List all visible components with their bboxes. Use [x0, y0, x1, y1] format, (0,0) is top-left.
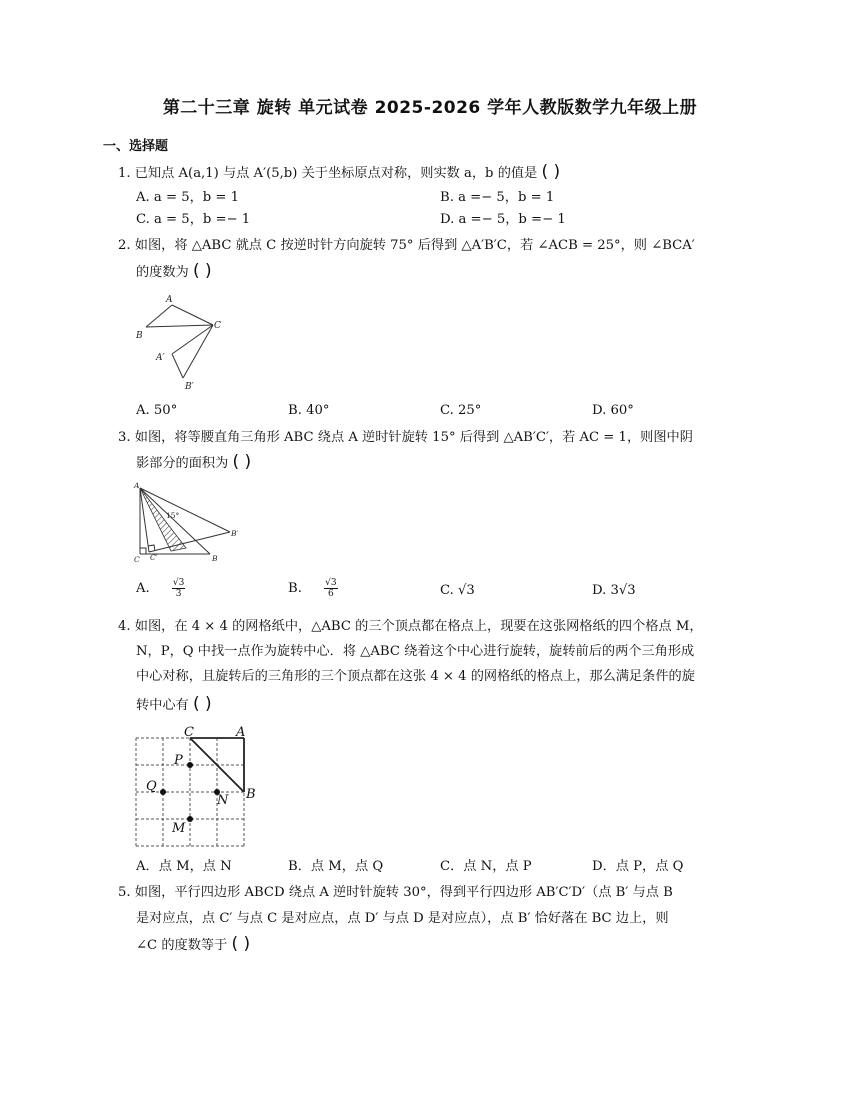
q3-option-a-label: A.: [136, 581, 150, 596]
q2-segment-a1c: [172, 325, 213, 354]
q3-label-angle: 15°: [166, 511, 180, 520]
page-title: 第二十三章 旋转 单元试卷 2025-2026 学年人教版数学九年级上册: [162, 98, 698, 118]
q4-option-d: D．点 P，点 Q: [592, 859, 684, 874]
q4-option-b: B．点 M，点 Q: [288, 859, 384, 874]
q4-line1: 4. 如图，在 4 × 4 的网格纸中，△ABC 的三个顶点都在格点上，现要在这张网格纸的四个格点 M，: [118, 619, 703, 634]
q3-label-c: C: [134, 555, 140, 564]
q4-label-b: B: [246, 787, 256, 802]
q5-line3-text: ∠C 的度数等于: [136, 938, 228, 953]
q4-answer-paren: ( ): [192, 694, 212, 714]
q3-label-c-prime: C′: [150, 553, 158, 562]
q2-line2-text: 的度数为: [136, 265, 189, 280]
q3-label-a: A: [134, 481, 140, 490]
q2-line1: 2. 如图，将 △ABC 就点 C 按逆时针方向旋转 75° 后得到 △A′B′C，若 ∠ACB = 25°，则 ∠BCA′: [118, 238, 695, 253]
q2-segment-b1c: [183, 325, 213, 378]
q2-label-b: B: [136, 331, 143, 341]
q3-option-a-numerator: √3: [172, 578, 185, 588]
q3-option-b: [288, 578, 338, 599]
q3-label-b-prime: B′: [231, 529, 239, 538]
q4-label-q: Q: [146, 779, 157, 794]
q4-line2: N，P，Q 中找一点作为旋转中心．将 △ABC 绕着这个中心进行旋转，旋转前后的两个三角形成: [136, 644, 695, 659]
q1-option-d: D. a =− 5，b =− 1: [440, 212, 566, 227]
q3-answer-paren: ( ): [232, 452, 252, 472]
q2-label-a-prime: A′: [156, 353, 165, 363]
q4-line3: 中心对称，且旋转后的三角形的三个顶点都在这张 4 × 4 的网格纸的格点上，那么满足条件的旋: [136, 669, 695, 684]
q5-line2: 是对应点，点 C′ 与点 C 是对应点，点 D′ 与点 D 是对应点），点 B′ 恰好落在 BC 边上，则: [136, 911, 669, 926]
q3-option-b-numerator: √3: [325, 578, 337, 588]
q3-option-a: [136, 578, 185, 599]
q5-line3: [136, 935, 250, 955]
q1-option-a: A. a = 5，b = 1: [136, 190, 240, 205]
q3-line2-text: 影部分的面积为: [136, 456, 229, 471]
q1-option-c: C. a = 5，b =− 1: [136, 212, 251, 227]
q2-figure: [130, 290, 240, 390]
q2-label-b-prime: B′: [185, 382, 194, 392]
q2-option-d: D. 60°: [592, 403, 634, 418]
q2-option-a: A. 50°: [136, 403, 178, 418]
q2-segment-a1b1: [172, 354, 183, 378]
q1-option-b: B. a =− 5，b = 1: [440, 190, 555, 205]
q1-stem: [118, 163, 560, 183]
q4-point-m: [187, 816, 193, 822]
q5-answer-paren: ( ): [231, 934, 251, 954]
q3-option-d: D. 3√3: [592, 583, 636, 598]
q3-option-b-fraction: [324, 578, 337, 599]
q4-point-q: [160, 789, 166, 795]
q4-label-m: M: [172, 821, 186, 836]
q2-answer-paren: ( ): [192, 261, 212, 281]
q4-option-a: A．点 M，点 N: [136, 859, 232, 874]
q2-option-c: C. 25°: [440, 403, 482, 418]
q2-segment-ba: [146, 305, 172, 327]
q4-label-p: P: [174, 753, 183, 768]
q1-stem-text: 1. 已知点 A(a,1) 与点 A′(5,b) 关于坐标原点对称，则实数 a，b 的值是: [118, 166, 538, 181]
q3-right-angle-c: [140, 548, 146, 554]
q4-point-p: [187, 762, 193, 768]
q5-line1: 5. 如图，平行四边形 ABCD 绕点 A 逆时针旋转 30°，得到平行四边形 AB′C′D′（点 B′ 与点 B: [118, 885, 673, 900]
q4-label-a: A: [236, 725, 246, 740]
q3-option-b-denominator: 6: [327, 589, 334, 599]
q2-segment-bc: [146, 325, 213, 327]
q2-segment-ac: [172, 305, 213, 325]
q4-label-n: N: [217, 793, 229, 808]
q3-option-a-fraction: [172, 578, 185, 599]
q4-line4-text: 转中心有: [136, 698, 189, 713]
q3-figure: [130, 480, 240, 566]
q2-line2: [136, 262, 212, 282]
q4-line4: [136, 695, 212, 715]
q3-label-b: B: [212, 554, 218, 563]
q3-option-a-denominator: 3: [175, 589, 182, 599]
section-heading: 一、选择题: [103, 139, 169, 154]
q4-label-c: C: [184, 725, 194, 740]
q2-label-c: C: [214, 321, 221, 331]
q3-line1: 3. 如图，将等腰直角三角形 ABC 绕点 A 逆时针旋转 15° 后得到 △AB′C′，若 AC = 1，则图中阴: [118, 430, 693, 445]
q2-option-b: B. 40°: [288, 403, 330, 418]
q3-option-b-label: B.: [288, 581, 302, 596]
q3-line2: [136, 453, 251, 473]
q2-label-a: A: [166, 295, 173, 305]
q4-option-c: C．点 N，点 P: [440, 859, 532, 874]
q3-option-c: C. √3: [440, 583, 475, 598]
q4-figure: [130, 722, 270, 850]
q1-answer-paren: ( ): [541, 162, 561, 182]
